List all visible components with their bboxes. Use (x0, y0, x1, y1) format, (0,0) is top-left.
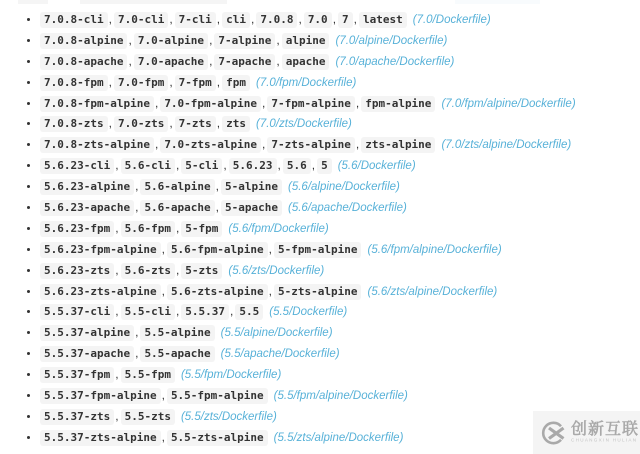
comma-separator: , (276, 32, 280, 47)
tag-row (40, 239, 640, 260)
watermark-text (571, 421, 640, 444)
tag-row (40, 364, 640, 385)
docker-tag: fpm (222, 75, 250, 91)
docker-tag: 5.6.23-cli (40, 158, 114, 174)
cutoff-link-fragment (455, 0, 540, 4)
dockerfile-link[interactable]: (5.6/zts/Dockerfile) (228, 264, 325, 277)
tag-row (40, 322, 640, 343)
tag-row (40, 218, 640, 239)
dockerfile-link[interactable]: (5.5/apache/Dockerfile) (220, 348, 340, 361)
docker-tag: alpine (282, 33, 330, 49)
comma-separator: , (215, 179, 220, 194)
tag-row (40, 385, 640, 406)
comma-separator: , (135, 325, 139, 340)
tag-row (40, 93, 640, 114)
docker-tag: apache (282, 54, 330, 70)
docker-tag: 5.6-fpm (121, 221, 175, 237)
comma-separator: , (115, 220, 119, 235)
dockerfile-link[interactable]: (5.5/alpine/Dockerfile) (220, 327, 333, 340)
docker-tag: 5 (317, 158, 332, 174)
docker-tag: 7.0.8-apache (40, 54, 127, 70)
comma-separator: , (262, 95, 266, 110)
docker-tag: 7-alpine (214, 33, 275, 49)
comma-separator: , (135, 200, 139, 215)
comma-separator: , (108, 12, 112, 26)
docker-tag: 5.5.37-alpine (40, 325, 134, 341)
docker-tag: 7-apache (214, 54, 275, 70)
comma-separator: , (115, 304, 119, 319)
docker-tag: 5.5 (235, 304, 263, 320)
comma-separator: , (355, 137, 360, 152)
comma-separator: , (128, 53, 132, 68)
comma-separator: , (154, 137, 159, 152)
comma-separator: , (276, 53, 280, 68)
dockerfile-link[interactable]: (5.5/zts/alpine/Dockerfile) (273, 431, 404, 444)
docker-tag: latest (359, 12, 407, 28)
cutoff-chip-fragment (18, 0, 48, 4)
docker-tag: 5-alpine (221, 179, 282, 195)
tag-row (40, 30, 640, 51)
watermark-subtitle: CHUANGXIN HULIAN (571, 438, 638, 444)
comma-separator: , (135, 346, 139, 361)
comma-separator: , (115, 367, 119, 382)
docker-tag: 5-cli (181, 158, 222, 174)
docker-tag: 5.6.23-apache (40, 200, 134, 216)
comma-separator: , (161, 388, 165, 403)
docker-tag: 5-zts-alpine (274, 284, 361, 300)
comma-separator: , (135, 179, 139, 194)
tag-row (40, 301, 640, 322)
docker-tag: zts (222, 116, 250, 132)
docker-tag: 5.6.23-zts-alpine (40, 284, 161, 300)
docker-tag: 5.5.37-fpm (40, 367, 114, 383)
docker-tag: 7.0.8-zts (40, 116, 108, 132)
docker-tag: 7.0 (304, 12, 332, 28)
comma-separator: , (209, 32, 213, 47)
docker-tag: 7.0-zts-alpine (160, 137, 261, 153)
dockerfile-link[interactable]: (5.6/alpine/Dockerfile) (288, 181, 400, 194)
dockerfile-link[interactable]: (5.6/Dockerfile) (337, 160, 416, 173)
comma-separator: , (298, 12, 302, 26)
docker-tag: 5.6-zts (121, 263, 175, 279)
tag-row (40, 51, 640, 72)
dockerfile-link[interactable]: (7.0/fpm/alpine/Dockerfile) (441, 97, 576, 110)
docker-tag: 5.5.37-fpm-alpine (40, 388, 161, 404)
docker-tag: 5.6-alpine (140, 179, 214, 195)
docker-tag: 7.0.8-fpm (40, 75, 108, 91)
tag-row (40, 134, 640, 155)
docker-tag: 5.6-fpm-alpine (167, 242, 268, 258)
dockerfile-link[interactable]: (5.5/fpm/Dockerfile) (180, 369, 282, 382)
docker-tag: 5-apache (221, 200, 282, 216)
docker-tag: 7-zts (175, 116, 216, 132)
comma-separator: , (223, 158, 227, 173)
docker-tag: 5.6-cli (121, 158, 175, 174)
comma-separator: , (161, 241, 165, 256)
comma-separator: , (251, 12, 255, 26)
comma-separator: , (115, 408, 119, 423)
dockerfile-link[interactable]: (5.5/fpm/alpine/Dockerfile) (273, 390, 408, 403)
docker-tag: 5.6.23 (229, 158, 277, 174)
docker-tag: 7.0-fpm-alpine (160, 96, 261, 112)
docker-tag: 5.5.37-zts-alpine (40, 430, 161, 446)
docker-tag: fpm-alpine (361, 96, 435, 112)
comma-separator: , (215, 200, 220, 215)
tag-row (40, 155, 640, 176)
docker-tag: 5.6.23-alpine (40, 179, 134, 195)
comma-separator: , (355, 95, 360, 110)
dockerfile-link[interactable]: (7.0/zts/alpine/Dockerfile) (441, 139, 572, 152)
dockerfile-link[interactable]: (5.6/fpm/Dockerfile) (228, 222, 329, 235)
docker-tag: 7-zts-alpine (267, 137, 354, 153)
dockerfile-link[interactable]: (7.0/alpine/Dockerfile) (335, 34, 448, 47)
docker-tag: 5.5-zts-alpine (167, 430, 268, 446)
docker-tag: 5.5-zts (121, 409, 175, 425)
tag-row (40, 72, 640, 93)
docker-tag: 5.5.37-zts (40, 409, 114, 425)
docker-tag: 7.0-cli (114, 12, 168, 28)
chuangxin-logo-icon (540, 420, 566, 446)
docker-tag: 7.0-apache (134, 54, 208, 70)
docker-tag: 7.0.8-alpine (40, 33, 127, 49)
cutoff-chip-fragment (80, 0, 227, 4)
docker-tag: 7 (338, 12, 353, 28)
comma-separator: , (216, 74, 221, 89)
tag-row (40, 281, 640, 302)
comma-separator: , (268, 241, 272, 256)
docker-tag: 7-cli (175, 12, 216, 28)
comma-separator: , (175, 262, 180, 277)
docker-tag: 7-fpm (175, 75, 216, 91)
comma-separator: , (230, 304, 234, 319)
comma-separator: , (161, 429, 165, 444)
tag-row (40, 260, 640, 281)
docker-tag: 7.0-zts (114, 116, 168, 132)
tag-row (40, 9, 640, 30)
docker-tag: 5.5.37-apache (40, 346, 134, 362)
docker-tag: 5.6-apache (140, 200, 214, 216)
comma-separator: , (311, 158, 316, 173)
comma-separator: , (175, 158, 180, 173)
docker-tag: 5.5.37-cli (40, 304, 114, 320)
docker-tag: 7.0-alpine (134, 33, 208, 49)
comma-separator: , (175, 304, 180, 319)
docker-tag: 5-zts (181, 263, 222, 279)
comma-separator: , (175, 220, 180, 235)
docker-tag: 5.5-alpine (140, 325, 214, 341)
dockerfile-link[interactable]: (7.0/apache/Dockerfile) (335, 55, 455, 68)
comma-separator: , (108, 74, 112, 89)
docker-tag: 5.5-apache (140, 346, 214, 362)
docker-tag: 5-fpm (181, 221, 222, 237)
docker-tag: 7.0.8 (256, 12, 297, 28)
comma-separator: , (115, 158, 119, 173)
dockerfile-link[interactable]: (5.6/zts/alpine/Dockerfile) (367, 285, 498, 298)
comma-separator: , (332, 12, 337, 26)
docker-tag: 5.6 (283, 158, 311, 174)
docker-tag: 7.0.8-fpm-alpine (40, 96, 154, 112)
comma-separator: , (268, 283, 272, 298)
dockerfile-link[interactable]: (7.0/zts/Dockerfile) (256, 118, 352, 131)
comma-separator: , (216, 12, 221, 26)
watermark (533, 411, 640, 454)
docker-tag: 5.6-zts-alpine (167, 284, 268, 300)
comma-separator: , (154, 95, 159, 110)
comma-separator: , (262, 137, 266, 152)
tag-row (40, 343, 640, 364)
comma-separator: , (277, 158, 281, 173)
dockerfile-link[interactable]: (5.6/fpm/alpine/Dockerfile) (367, 243, 502, 256)
docker-tag: 5.5-cli (121, 304, 175, 320)
comma-separator: , (115, 262, 119, 277)
comma-separator: , (353, 12, 357, 26)
tag-row (40, 113, 640, 134)
docker-tag: 5.5.37 (181, 304, 229, 320)
comma-separator: , (169, 12, 173, 26)
dockerfile-link[interactable]: (7.0/Dockerfile) (412, 14, 491, 26)
docker-tag: 7.0-fpm (114, 75, 168, 91)
dockerfile-link[interactable]: (7.0/fpm/Dockerfile) (256, 76, 357, 89)
comma-separator: , (169, 74, 173, 89)
comma-separator: , (128, 32, 132, 47)
comma-separator: , (108, 116, 112, 131)
watermark-title: 创新互联 (571, 421, 640, 438)
docker-tag: 5.6.23-zts (40, 263, 114, 279)
docker-tag: 7.0.8-zts-alpine (40, 137, 154, 153)
docker-tag: cli (222, 12, 250, 28)
tag-row (40, 176, 640, 197)
tag-row (40, 197, 640, 218)
docker-tag: 5.6.23-fpm-alpine (40, 242, 161, 258)
comma-separator: , (169, 116, 173, 131)
comma-separator: , (161, 283, 165, 298)
docker-tag: 7.0.8-cli (40, 12, 108, 28)
docker-tag: zts-alpine (361, 137, 435, 153)
docker-tag: 7-fpm-alpine (267, 96, 354, 112)
dockerfile-link[interactable]: (5.6/apache/Dockerfile) (288, 202, 407, 215)
docker-tag: 5.5-fpm-alpine (167, 388, 268, 404)
docker-tag: 5.6.23-fpm (40, 221, 114, 237)
comma-separator: , (216, 116, 221, 131)
dockerfile-link[interactable]: (5.5/Dockerfile) (269, 306, 348, 319)
dockerfile-link[interactable]: (5.5/zts/Dockerfile) (180, 410, 277, 423)
comma-separator: , (209, 53, 213, 68)
docker-tag: 5-fpm-alpine (274, 242, 361, 258)
docker-tag: 5.5-fpm (121, 367, 175, 383)
